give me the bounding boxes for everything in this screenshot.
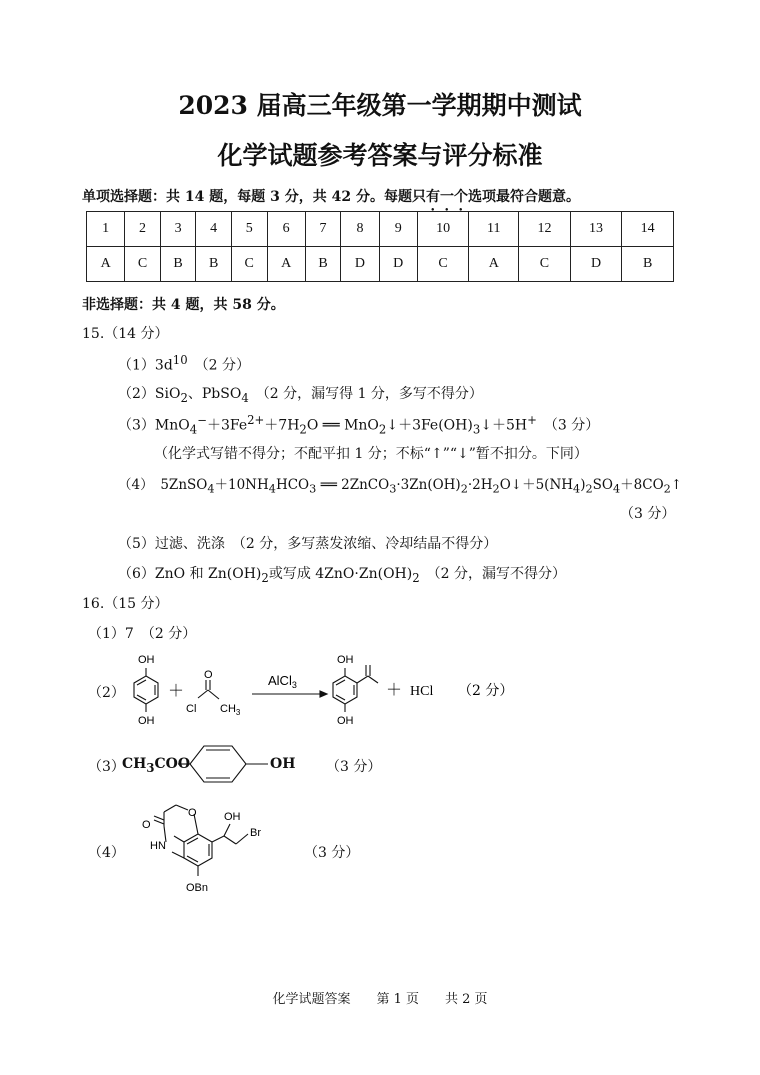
- bond: [174, 836, 184, 842]
- page-footer: 化学试题答案 第 1 页 共 2 页: [272, 992, 488, 1007]
- bond: [224, 836, 236, 844]
- plus-sign: ＋: [168, 683, 185, 700]
- bond: [224, 824, 230, 836]
- reaction-arrow: [252, 691, 327, 697]
- benzene-ring: [190, 746, 246, 782]
- single-choice-intro: [82, 186, 580, 214]
- bond: [357, 676, 368, 683]
- non-choice-intro: 非选择题：共 4 题，共 58 分。: [82, 297, 285, 313]
- q15-heading: 15.（14 分）: [82, 326, 169, 342]
- oh-label: OH: [224, 811, 241, 823]
- subscript: 2: [378, 422, 387, 437]
- answer-cell: A: [267, 247, 305, 282]
- formula-part: ══ 2ZnCO: [316, 477, 390, 493]
- formula-part: CH: [122, 756, 147, 772]
- score-note: （3 分）: [304, 845, 360, 861]
- hydroquinone-structure: [134, 668, 158, 712]
- question-number: 7: [305, 212, 341, 247]
- acetyl-chloride-structure: [198, 680, 219, 699]
- ch3-label: $CH_3$: [220, 703, 241, 717]
- answer-cell: B: [622, 247, 674, 282]
- superscript: +: [527, 413, 537, 427]
- answer-cell: D: [570, 247, 622, 282]
- answer-text: 7: [124, 626, 134, 642]
- subscript: 2: [460, 482, 468, 496]
- question-number: 3: [160, 212, 196, 247]
- q16-line-4-label: （4）: [88, 845, 125, 861]
- formula-part: ): [580, 477, 586, 493]
- formula-part: 5ZnSO: [160, 477, 208, 493]
- subscript: 2: [585, 482, 593, 496]
- answer-cell: D: [379, 247, 417, 282]
- formula-part: COO: [154, 756, 191, 772]
- q15-line-6: [118, 563, 566, 585]
- double-bond: [154, 816, 164, 820]
- item-label: （4）: [118, 477, 147, 493]
- question-number: 2: [125, 212, 161, 247]
- subscript: 4: [207, 482, 215, 496]
- question-number: 8: [341, 212, 379, 247]
- q15-line-4-score: （3 分）: [620, 506, 676, 522]
- bond: [208, 690, 219, 699]
- formula-part: O ══ MnO: [306, 417, 379, 434]
- answer-text: 3d: [154, 357, 173, 374]
- plus-sign: ＋: [386, 682, 403, 699]
- score-note: （2 分）: [147, 626, 197, 642]
- subscript: 3: [146, 760, 155, 775]
- bond: [176, 805, 188, 810]
- subscript: 2: [663, 482, 671, 496]
- bond: [198, 690, 208, 698]
- q16-line-1: [88, 623, 196, 643]
- answer-text: 过滤、洗涤: [154, 536, 225, 552]
- oh-label-top: OH: [138, 654, 155, 666]
- question-number: 1: [87, 212, 125, 247]
- subscript: 4: [612, 482, 621, 496]
- formula-part: ＋10NH: [214, 477, 269, 493]
- bond: [236, 834, 248, 844]
- product-oh-bottom: OH: [337, 715, 354, 727]
- q15-line-3-note: （化学式写错不得分；不配平扣 1 分；不标“↑”“↓”暂不扣分。下同）: [154, 446, 588, 462]
- formula-part: ·2H: [467, 477, 493, 493]
- double-bond: [154, 820, 164, 824]
- answer-cell: A: [469, 247, 519, 282]
- reaction-diagram: [120, 648, 530, 728]
- formula-part: ↓＋3Fe(OH): [386, 417, 473, 434]
- benzene-ring: [184, 834, 212, 866]
- formula-part: ＋3Fe: [206, 417, 248, 434]
- score-note: （2 分，漏写得 1 分，多写不得分）: [262, 386, 483, 402]
- superscript: 10: [172, 353, 188, 367]
- bond: [164, 805, 176, 812]
- arrow-head: [320, 691, 327, 697]
- question-number: 9: [379, 212, 417, 247]
- item-label: （5）: [118, 536, 155, 552]
- question-number: 13: [570, 212, 622, 247]
- score-note: （3 分）: [550, 417, 600, 434]
- oxygen-label: O: [204, 669, 213, 681]
- ring-o-label: O: [188, 807, 197, 819]
- hcl-label: HCl: [410, 684, 434, 699]
- obn-label: OBn: [186, 882, 209, 894]
- bond: [172, 852, 184, 858]
- answer-cell: B: [160, 247, 196, 282]
- q16-line-3-label: （3）: [88, 759, 125, 775]
- page-subtitle: 化学试题参考答案与评分标准: [217, 141, 543, 170]
- item-label: （1）: [118, 357, 155, 374]
- carbonyl-o-label: O: [142, 819, 151, 831]
- product-structure: [333, 665, 378, 712]
- q15-line-4-equation: [118, 473, 682, 496]
- benzoxazinone-structure: [138, 796, 298, 906]
- formula-part: SO: [592, 477, 613, 493]
- subscript: 3: [472, 422, 481, 437]
- formula-part: SiO: [154, 386, 181, 402]
- answer-cell: C: [125, 247, 161, 282]
- formula-part: ＋7H: [264, 417, 300, 434]
- score-note: （2 分）: [201, 357, 250, 374]
- subscript: 2: [492, 482, 500, 496]
- formula-part: ＋8CO: [620, 477, 664, 493]
- subscript: 2: [261, 570, 269, 585]
- bond: [212, 836, 224, 842]
- cl-label: Cl: [186, 703, 197, 715]
- question-number: 6: [267, 212, 305, 247]
- intro-part-a: 单项选择题：共 14 题，每题 3 分，共 42 分。每题只: [82, 189, 426, 205]
- question-number: 10: [417, 212, 469, 247]
- oh-label-bottom: OH: [138, 715, 155, 727]
- subscript: 4: [573, 482, 581, 496]
- item-label: （1）: [88, 626, 125, 642]
- score-note: （2 分，多写蒸发浓缩、冷却结晶不得分）: [238, 536, 498, 552]
- formula-part: HCO: [275, 477, 310, 493]
- hn-label: HN: [150, 840, 166, 852]
- reagent-label: AlCl$_3$: [268, 673, 297, 690]
- subscript: 3: [309, 482, 317, 496]
- item-label: （3）: [118, 417, 155, 434]
- q16-heading: 16.（15 分）: [82, 596, 169, 612]
- q15-line-1: [118, 353, 250, 375]
- ester-right-group: OH: [270, 756, 296, 772]
- product-oh-top: OH: [337, 654, 354, 666]
- formula-part: ↑: [670, 477, 683, 493]
- subscript: 3: [389, 482, 397, 496]
- score-note: （2 分，漏写不得分）: [433, 566, 566, 582]
- answer-cell: B: [305, 247, 341, 282]
- q15-line-3-equation: [118, 413, 599, 436]
- table-row-numbers: [87, 212, 674, 247]
- q15-line-2: [118, 383, 483, 405]
- bond: [368, 676, 378, 683]
- table-row-answers: [87, 247, 674, 282]
- answer-table: [86, 211, 674, 282]
- subscript: 4: [268, 482, 276, 496]
- item-label: （6）: [118, 566, 155, 582]
- question-number: 4: [196, 212, 232, 247]
- formula-part: ZnO 和 Zn(OH): [154, 566, 262, 582]
- formula-part: ↓＋5H: [480, 417, 528, 434]
- question-number: 14: [622, 212, 674, 247]
- page-title: 2023 届高三年级第一学期期中测试: [178, 91, 582, 120]
- subscript: 2: [180, 390, 188, 405]
- subscript: 2: [299, 422, 307, 437]
- question-number: 11: [469, 212, 519, 247]
- q16-line-2-label: （2）: [88, 685, 125, 701]
- ester-benzene-ring: [176, 741, 276, 787]
- separator: 、: [187, 386, 202, 402]
- score-note: （2 分）: [458, 683, 514, 699]
- formula-part: PbSO: [201, 386, 242, 402]
- q15-line-5: [118, 533, 497, 553]
- score-note: （3 分）: [326, 759, 382, 775]
- answer-cell: A: [87, 247, 125, 282]
- question-number: 5: [231, 212, 267, 247]
- question-number: 12: [519, 212, 571, 247]
- intro-emphasis: 有一个: [425, 189, 468, 205]
- answer-cell: C: [231, 247, 267, 282]
- superscript: 2+: [247, 413, 265, 427]
- subscript: 2: [412, 570, 420, 585]
- intro-part-b: 选项最符合题意。: [467, 189, 580, 205]
- superscript: −: [197, 413, 207, 427]
- formula-part: O↓＋5(NH: [499, 477, 574, 493]
- formula-part: ·3Zn(OH): [396, 477, 461, 493]
- subscript: 4: [241, 390, 249, 405]
- br-label: Br: [250, 827, 261, 839]
- formula-part: MnO: [154, 417, 190, 434]
- answer-cell: D: [341, 247, 379, 282]
- answer-cell: C: [417, 247, 469, 282]
- formula-part: 或写成 4ZnO·Zn(OH): [268, 566, 413, 582]
- item-label: （2）: [118, 386, 155, 402]
- subscript: 4: [189, 422, 198, 437]
- answer-cell: B: [196, 247, 232, 282]
- answer-cell: C: [519, 247, 571, 282]
